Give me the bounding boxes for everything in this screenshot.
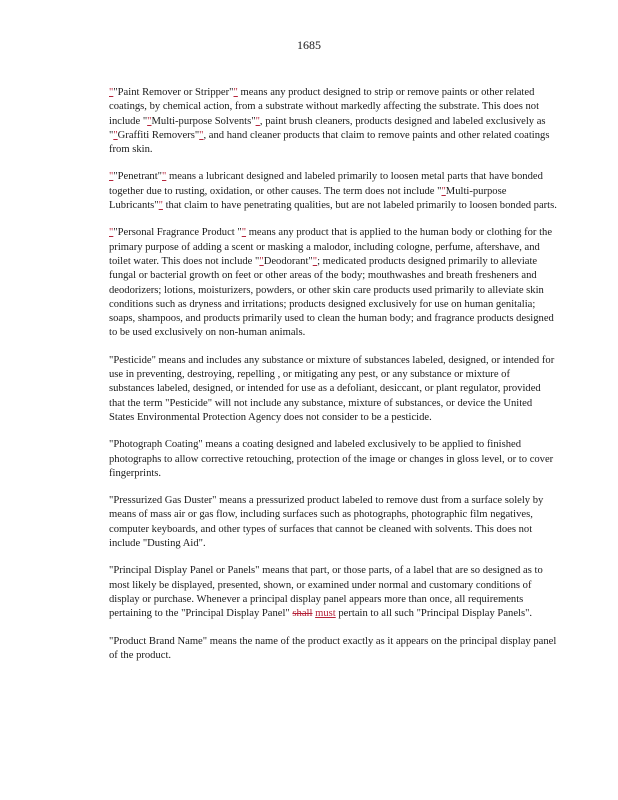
text-run: "Personal Fragrance Product " <box>113 227 242 239</box>
text-run: "Pesticide" means and includes any substance or mixture of substances labeled, designed, or intended for use in preventing, destroying, repelling , or mitigating any pest, or any substance or mixture of substances labeled, designed, or intended for use as a defoliant, desiccant, or plant regulator, provided that the term "Pesticide" will not include any substance, mixture of substances, or device the United States Environmental Protection Agency does not consider to be a pesticide. <box>109 354 555 423</box>
definition-penetrant <box>109 170 557 213</box>
text-run: that claim to have penetrating qualities, but are not labeled primarily to loosen bonded parts. <box>162 200 557 212</box>
text-run: Multi-purpose Lubricants" <box>109 185 507 212</box>
definition-personal-fragrance-product <box>109 226 557 340</box>
tracked-insertion: must <box>315 608 336 620</box>
text-run: "Principal Display Panel or Panels" means that part, or those parts, of a label that are so designed as to most likely be displayed, presented, shown, or examined under normal and customary conditions of display or purchase. Whenever a principal display panel appears more than once, all requirements pertaining to the "Principal Display Panel" <box>109 565 543 620</box>
tracked-insertion: " <box>109 227 114 239</box>
page-number: 1685 <box>297 38 321 52</box>
tracked-deletion: shall <box>292 608 313 620</box>
definition-paint-remover <box>109 86 557 157</box>
text-run: , and hand cleaner products that claim to remove paints and other related coatings from skin. <box>109 129 550 156</box>
definition-product-brand-name <box>109 635 557 664</box>
definition-pressurized-gas-duster <box>109 494 557 551</box>
text-run: Multi-purpose Solvents" <box>151 115 256 127</box>
tracked-insertion: " <box>161 171 167 183</box>
tracked-insertion: " <box>109 87 114 98</box>
text-run: pertain to all such "Principal Display Panels". <box>335 608 533 620</box>
definition-photograph-coating <box>109 438 557 481</box>
text-run: "Paint Remover or Stripper" <box>113 87 234 98</box>
text-run: "Pressurized Gas Duster" means a pressurized product labeled to remove dust from a surface solely by means of mass air or gas flow, including surfaces such as photographs, photographic film negatives, computer keyboards, and other types of surfaces that cannot be cleaned with solvents. This does not include "Dusting Aid". <box>109 495 544 550</box>
tracked-insertion: " <box>109 171 114 183</box>
text-run: "Product Brand Name" means the name of the product exactly as it appears on the principal display panel of the product. <box>109 635 557 661</box>
text-run: means any product designed to strip or remove paints or other related coatings, by chemical action, from a substrate without markedly affecting the substrate. This does not include " <box>109 87 540 127</box>
text-run: means a lubricant designed and labeled primarily to loosen metal parts that have bonded together due to rusting, oxidation, or other causes. The term does not include " <box>109 171 543 197</box>
text-run: "Photograph Coating" means a coating designed and labeled exclusively to be applied to finished photographs to allow corrective retouching, protection of the image or changes in gloss level, or to cover fingerprints. <box>109 439 554 479</box>
tracked-insertion: " <box>241 227 247 239</box>
text-run: , paint brush cleaners, products designed and labeled exclusively as " <box>109 115 546 141</box>
tracked-insertion: " <box>147 115 152 127</box>
tracked-insertion: " <box>113 129 118 141</box>
document-body <box>109 86 557 676</box>
definition-pesticide <box>109 354 557 425</box>
tracked-insertion: " <box>259 255 264 267</box>
text-run: Graffiti Removers" <box>117 129 200 141</box>
text-run: means any product that is applied to the human body or clothing for the primary purpose of adding a scent or masking a malodor, including cologne, perfume, aftershave, and toilet water. This does not include " <box>109 227 553 267</box>
text-run: Deodorant" <box>263 255 313 267</box>
tracked-insertion: " <box>233 87 238 98</box>
text-run: "Penetrant" <box>113 171 162 183</box>
tracked-insertion: " <box>441 185 446 197</box>
definition-principal-display-panel <box>109 564 557 621</box>
tracked-insertion: " <box>255 115 260 127</box>
text-run: ; medicated products designed primarily to alleviate fungal or bacterial growth on feet or other areas of the body; mouthwashes and breath fresheners and deodorizers; lotions, moisturizers, powders, or other skin care products used primarily to alleviate skin conditions such as dryness and irritations; products designed exclusively for use on human genitalia; soaps, shampoos, and products primarily used to clean the human body; and fragrance products designed to be used exclusively on non-human animals. <box>109 255 554 339</box>
tracked-insertion: " <box>158 200 163 212</box>
tracked-insertion: " <box>199 129 204 141</box>
tracked-insertion: " <box>312 255 318 267</box>
